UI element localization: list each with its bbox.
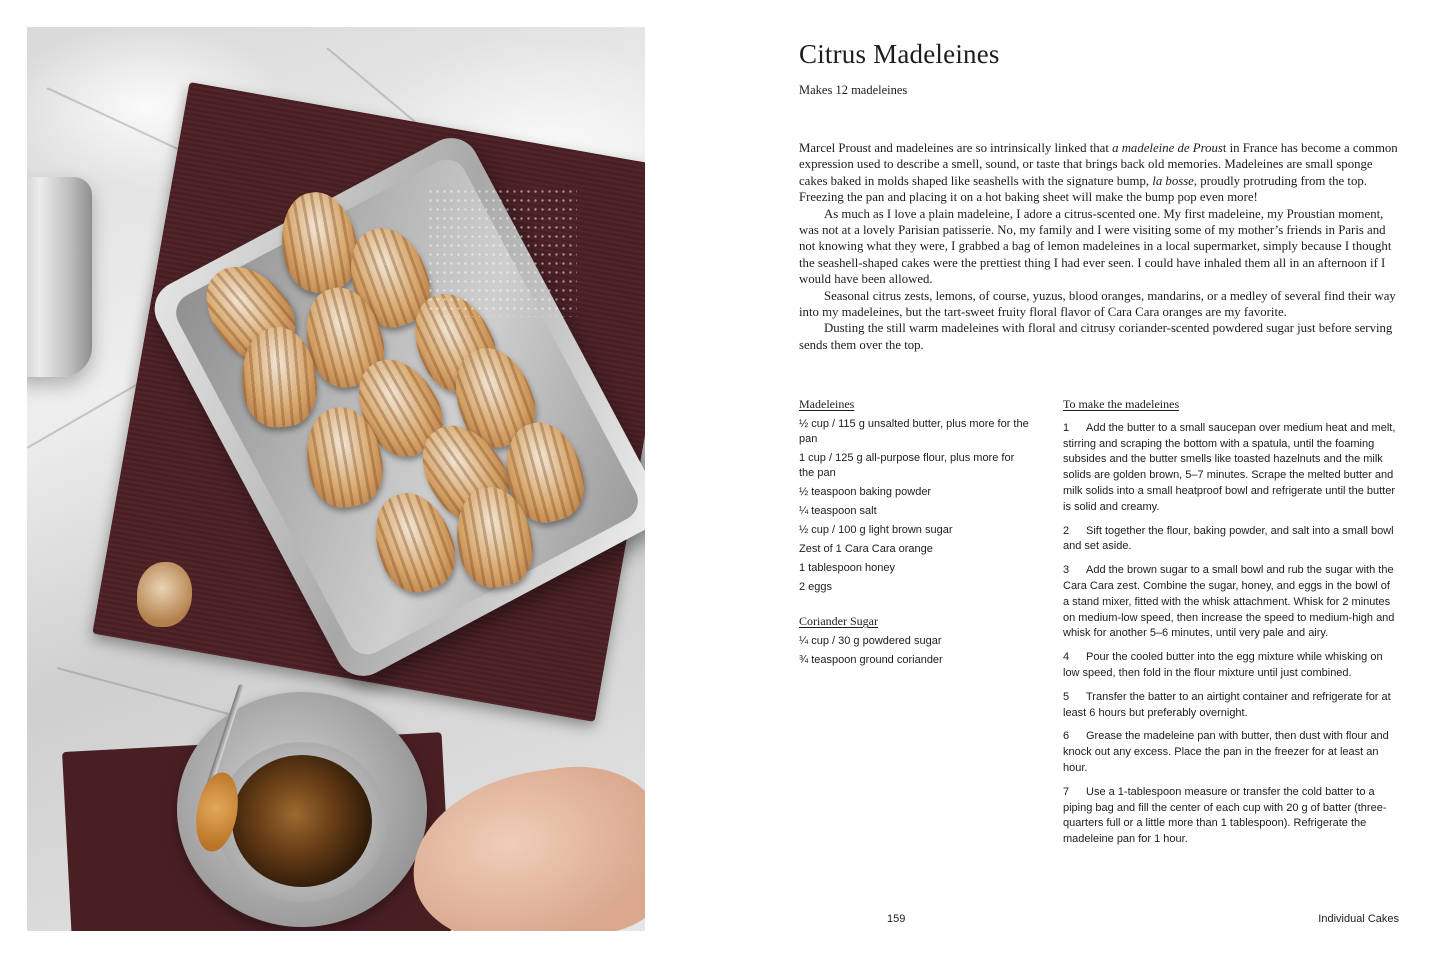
ingredient-item: 1 tablespoon honey	[799, 562, 896, 574]
step-number: 5	[1063, 690, 1070, 703]
step-text: Sift together the flour, baking powder, and salt into a small bowl and set aside.	[1063, 524, 1394, 553]
ingredient-item: 2 eggs	[799, 581, 833, 593]
coriander-sugar-list	[799, 634, 1029, 668]
ingredients-list	[799, 417, 1029, 595]
section-title: Individual Cakes	[1318, 913, 1399, 925]
intro-paragraph: Dusting the still warm madeleines with floral and citrusy coriander-scented powdered sugar just before serving sends them over the top.	[799, 321, 1393, 352]
ingredient-item: ¾ teaspoon ground coriander	[799, 654, 943, 666]
method-step	[1063, 563, 1399, 642]
powdered-sugar-dusting	[427, 187, 577, 317]
coriander-sugar-heading: Coriander Sugar	[799, 614, 878, 628]
intro-paragraph: Seasonal citrus zests, lemons, of course, yuzus, blood oranges, mandarins, or a medley of several find their way into my madeleines, but the tart-sweet fruity floral flavor of Cara Cara oranges are my favorite.	[799, 288, 1396, 320]
step-number: 7	[1063, 785, 1070, 798]
milk-jug	[27, 177, 92, 377]
step-text: Pour the cooled butter into the egg mixture while whisking on low speed, then fold in the flour mixture until just combined.	[1063, 651, 1383, 679]
ingredients-column	[799, 397, 1029, 672]
ingredient-item: ¼ cup / 30 g powdered sugar	[799, 635, 942, 647]
step-text: Add the butter to a small saucepan over medium heat and melt, stirring and scraping the bottom with a spatula, until the foaming subsides and the butter smells like toasted hazelnuts and the milk solids are golden brown, 5–7 minutes. Scrape the melted butter and milk solids into a small heatproof bowl and refrigerate until the butter is solid and creamy.	[1063, 421, 1396, 513]
step-text: Add the brown sugar to a small bowl and rub the sugar with the Cara Cara zest. Combine the sugar, honey, and eggs in the bowl of a stand mixer, fitted with the whisk attachment. Whisk for 2 minutes on medium-low speed, then increase the speed to medium-high and whisk for another 5–6 minutes, until very pale and airy.	[1063, 564, 1395, 640]
recipe-yield: Makes 12 madeleines	[799, 83, 908, 97]
ingredient-item: ½ teaspoon baking powder	[799, 486, 932, 498]
ingredient-item: Zest of 1 Cara Cara orange	[799, 543, 933, 555]
step-number: 4	[1063, 651, 1070, 664]
step-number: 1	[1063, 421, 1070, 434]
step-number: 2	[1063, 524, 1070, 537]
recipe-photo	[27, 27, 645, 931]
recipe-page	[799, 0, 1399, 958]
coffee	[232, 755, 372, 887]
intro-paragraph: Marcel Proust and madeleines are so intrinsically linked that a madeleine de Proust in France has become a common expression used to describe a smell, sound, or taste that brings back old memories. Madeleines are small sponge cakes baked in molds shaped like seashells with the signature bump, la bosse, proudly protruding from the top. Freezing the pan and placing it on a hot baking sheet will make the bump pop even more!	[799, 141, 1398, 205]
method-step	[1063, 524, 1399, 556]
method-step	[1063, 650, 1399, 682]
method-steps	[1063, 421, 1399, 848]
method-step	[1063, 421, 1399, 516]
page-number: 159	[887, 913, 906, 925]
method-heading: To make the madeleines	[1063, 397, 1180, 411]
ingredient-item: ½ cup / 100 g light brown sugar	[799, 524, 953, 536]
recipe-intro	[799, 140, 1399, 353]
step-text: Grease the madeleine pan with butter, then dust with flour and knock out any excess. Place the pan in the freezer for at least an hour.	[1063, 730, 1389, 774]
step-text: Transfer the batter to an airtight container and refrigerate for at least 6 hours but preferably overnight.	[1063, 690, 1391, 719]
method-step	[1063, 785, 1399, 848]
ingredient-item: ¼ teaspoon salt	[799, 505, 877, 517]
step-number: 3	[1063, 564, 1070, 577]
ingredients-heading: Madeleines	[799, 397, 855, 411]
step-text: Use a 1-tablespoon measure or transfer the cold batter to a piping bag and fill the center of each cup with 20 g of batter (three-quarters full or a little more than 1 tablespoon). Refrigerate the madeleine pan for 1 hour.	[1063, 785, 1387, 846]
method-column	[1063, 397, 1399, 856]
intro-paragraph: As much as I love a plain madeleine, I adore a citrus-scented one. My first madeleine, my Proustian moment, was not at a lovely Parisian patisserie. No, my family and I were visiting some of my mother’s friends in Paris and not knowing what they were, I grabbed a bag of lemon madeleines in a local supermarket, simply because I thought the seashell-shaped cakes were the prettiest thing I had ever seen. I could have inhaled them all in an afternoon if I would have been allowed.	[799, 206, 1392, 287]
ingredient-item: 1 cup / 125 g all-purpose flour, plus more for the pan	[799, 452, 1015, 479]
method-step	[1063, 690, 1399, 722]
step-number: 6	[1063, 730, 1070, 743]
recipe-title: Citrus Madeleines	[799, 39, 1000, 69]
madeleine-crumb	[137, 562, 192, 627]
ingredient-item: ½ cup / 115 g unsalted butter, plus more for the pan	[799, 418, 1029, 445]
method-step	[1063, 729, 1399, 776]
